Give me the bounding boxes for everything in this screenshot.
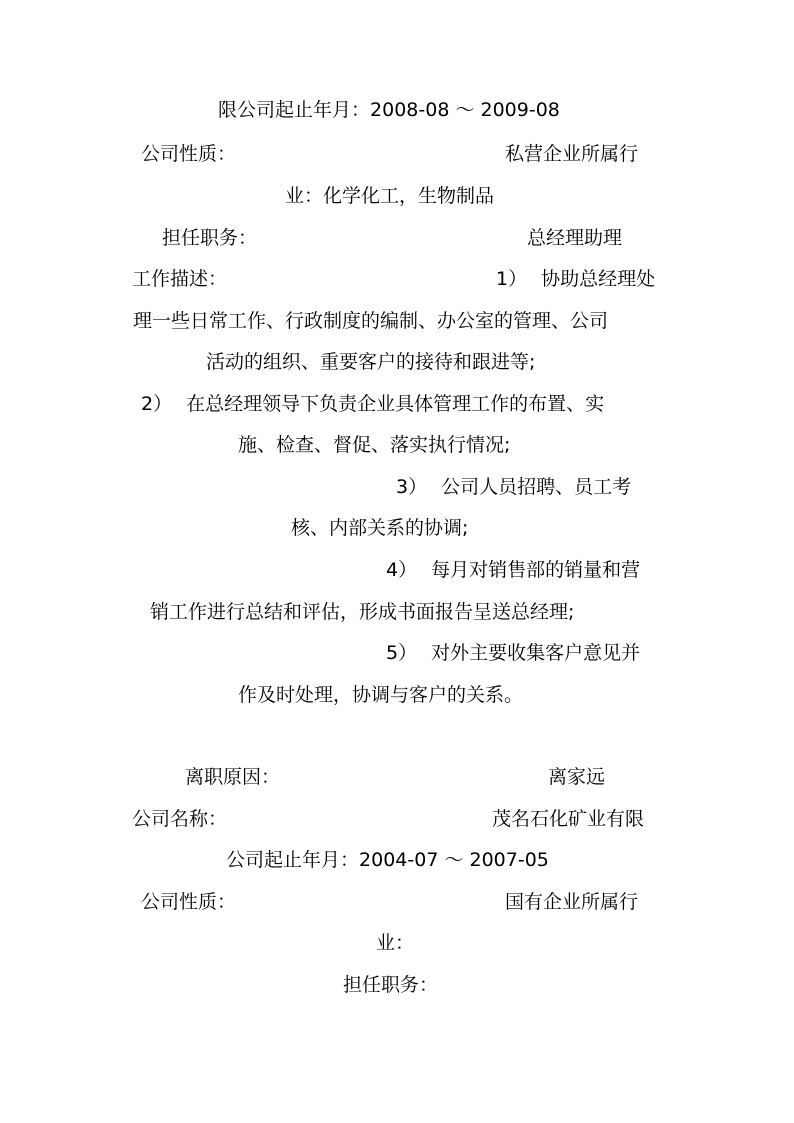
- job1-period-value: 2008-08 ～ 2009-08: [370, 99, 560, 121]
- item1-number: 1）: [496, 268, 528, 290]
- job2-company-value: 茂名石化矿业有限: [492, 808, 645, 830]
- job1-leave-value: 离家远: [548, 766, 606, 788]
- item5-text-line1: 对外主要收集客户意见并: [431, 642, 641, 664]
- item4-number: 4）: [386, 559, 418, 581]
- job1-item3-line2: 核、内部关系的协调;: [291, 517, 469, 539]
- item4-text-line1: 每月对销售部的销量和营: [431, 559, 641, 581]
- job1-item2-line1: [141, 392, 604, 416]
- job1-item2-line2: 施、检查、督促、落实执行情况;: [238, 434, 511, 456]
- job1-position-value: 总经理助理: [527, 227, 623, 249]
- job2-nature-label: 公司性质：: [141, 891, 237, 913]
- job1-item5-line2: 作及时处理，协调与客户的关系。: [238, 684, 524, 706]
- item5-number: 5）: [386, 642, 418, 664]
- item2-text-line1: 在总经理领导下负责企业具体管理工作的布置、实: [186, 393, 605, 415]
- item3-text-line1: 公司人员招聘、员工考: [441, 476, 632, 498]
- job2-period-line: [226, 848, 549, 872]
- job2-position-label: 担任职务：: [343, 974, 439, 996]
- job1-item4-line2: 销工作进行总结和评估，形成书面报告呈送总经理;: [150, 601, 575, 623]
- job1-desc-label: 工作描述：: [132, 268, 228, 290]
- job1-industry-line: 业：化学化工，生物制品: [285, 185, 495, 207]
- job1-item1-line3: 活动的组织、重要客户的接待和跟进等;: [206, 351, 536, 373]
- job1-item1-line1: [496, 267, 655, 291]
- job1-leave-label: 离职原因：: [185, 766, 281, 788]
- job1-nature-value: 私营企业所属行: [505, 143, 639, 165]
- job1-item4-line1: [386, 558, 640, 582]
- job2-period-value: 2004-07 ～ 2007-05: [359, 849, 549, 871]
- job1-nature-label: 公司性质：: [141, 143, 237, 165]
- job1-item5-line1: [386, 641, 640, 665]
- job1-item1-line2: 理一些日常工作、行政制度的编制、办公室的管理、公司: [133, 310, 609, 332]
- job2-company-label: 公司名称：: [132, 808, 228, 830]
- job2-industry-line: 业：: [376, 932, 415, 954]
- item3-number: 3）: [396, 476, 428, 498]
- job1-item3-line1: [396, 475, 631, 499]
- job1-period-label: 限公司起止年月：: [218, 99, 371, 121]
- job2-nature-value: 国有企业所属行: [505, 891, 639, 913]
- job1-position-label: 担任职务：: [162, 227, 258, 249]
- item2-number: 2）: [141, 393, 173, 415]
- job2-period-label: 公司起止年月：: [226, 849, 360, 871]
- item1-text-line1: 协助总经理处: [541, 268, 656, 290]
- job1-period-line: [218, 98, 560, 122]
